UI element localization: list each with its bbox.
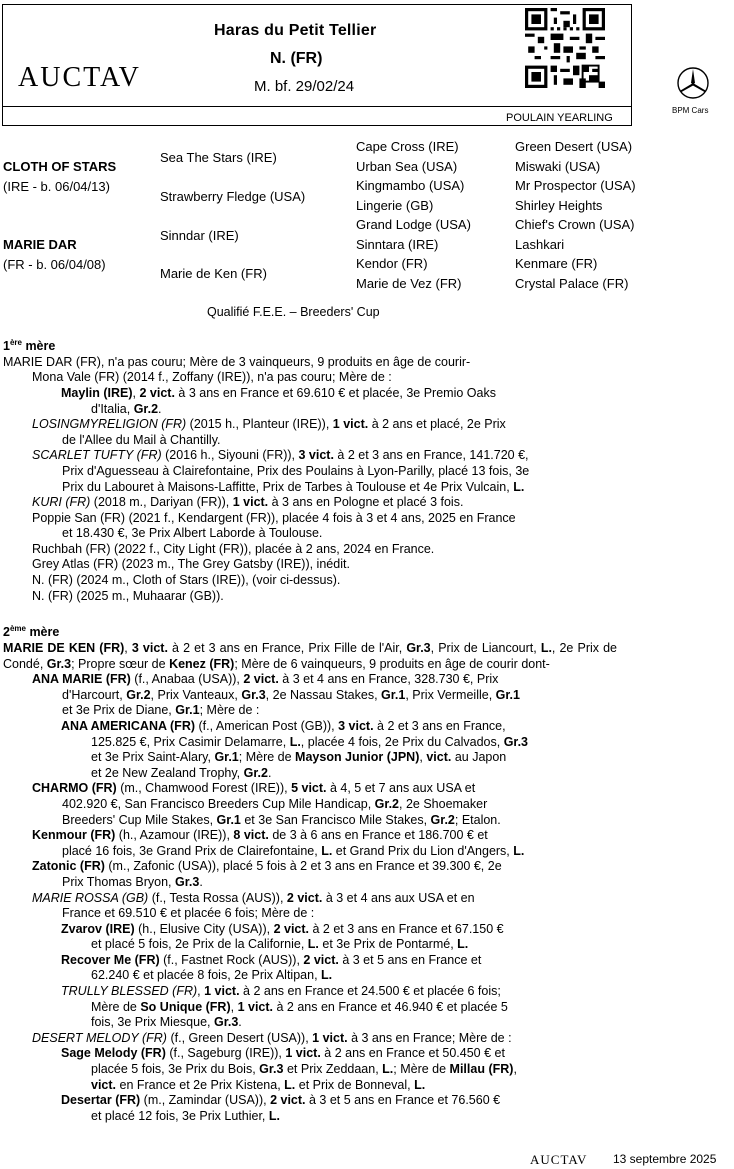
dam-summary: MARIE DAR (FR), n'a pas couru; Mère de 3 vainqueurs, 9 produits en âge de courir- [3,354,471,369]
pedigree-g3: Kenmare (FR) [515,256,598,271]
pedigree-g1: Sinndar (IRE) [160,228,239,243]
horse-subtitle: M. bf. 29/02/24 [254,78,355,95]
produce-entry: CHARMO (FR) (m., Chamwood Forest (IRE)), 5 vict. à 4, 5 et 7 ans aux USA et 402.920 €, San Francisco Breeders Cup Mile Handicap, Gr.2, 2e Shoemaker Breeders' Cup Mile Stakes, Gr.1 et 3e San Francisco Mile Stakes, Gr.2; Etalon. [32,781,501,827]
sire-name: CLOTH OF STARS [3,159,117,174]
granddam-summary: MARIE DE KEN (FR), 3 vict. à 2 et 3 ans en France, Prix Fille de l'Air, Gr.3, Prix de Liancourt, L., 2e Prix de Condé, Gr.3; Propre sœur de Kenez (FR); Mère de 6 vainqueurs, 9 produits en âge de courir dont- [3,641,617,671]
footer-logo: AUCTAV [530,1152,588,1167]
produce-entry: Zvarov (IRE) (h., Elusive City (USA)), 2 vict. à 2 et 3 ans en France et 67.150 € et placé 5 fois, 2e Prix de la Californie, L. et 3e Prix de Pontarmé, L. [61,921,504,952]
produce-entry: N. (FR) (2024 m., Cloth of Stars (IRE)), (voir ci-dessus). [32,573,341,588]
produce-entry: Grey Atlas (FR) (2023 m., The Grey Gatsby (IRE)), inédit. [32,557,350,572]
produce-entry: Ruchbah (FR) (2022 f., City Light (FR)), placée à 2 ans, 2024 en France. [32,541,435,556]
pedigree-g2: Kingmambo (USA) [356,178,465,193]
first-dam-heading: 1ère mère [3,338,56,354]
pedigree-g3: Shirley Heights [515,198,603,213]
produce-entry: SCARLET TUFTY (FR) (2016 h., Siyouni (FR)), 3 vict. à 2 et 3 ans en France, 141.720 €, Prix d'Aguesseau à Clairefontaine, Prix des Poulains à Lyon-Parilly, placé 13 fois, 3e Prix du Labouret à Maisons-Laffitte, Prix de Tarbes à Toulouse et 4e Prix Vulcain, L. [32,448,530,494]
sire-info: (IRE - b. 06/04/13) [3,179,110,194]
pedigree-g2: Grand Lodge (USA) [356,217,471,232]
produce-entry: Poppie San (FR) (2021 f., Kendargent (FR)), placée 4 fois à 3 et 4 ans, 2025 en France et 18.430 €, 3e Prix Albert Laborde à Toulouse. [32,510,516,541]
produce-entry: ANA AMERICANA (FR) (f., American Post (GB)), 3 vict. à 2 et 3 ans en France, 125.825 €, Prix Casimir Delamarre, L., placée 4 fois, 2e Prix du Calvados, Gr.3 et 3e Prix Saint-Alary, Gr.1; Mère de Mayson Junior (JPN), vict. au Japon et 2e New Zealand Trophy, Gr.2. [61,718,529,780]
pedigree-g2: Urban Sea (USA) [356,159,458,174]
produce-entry: ANA MARIE (FR) (f., Anabaa (USA)), 2 vict. à 3 et 4 ans en France, 328.730 €, Prix d'Harcourt, Gr.2, Prix Vanteaux, Gr.3, 2e Nassau Stakes, Gr.1, Prix Vermeille, Gr.1 et 3e Prix de Diane, Gr.1; Mère de : [32,672,520,718]
qr-code-icon [525,8,605,88]
pedigree-g1: Sea The Stars (IRE) [160,150,277,165]
produce-entry: Kenmour (FR) (h., Azamour (IRE)), 8 vict. de 3 à 6 ans en France et 186.700 € et placé 16 fois, 3e Grand Prix de Clairefontaine, L. et Grand Prix du Lion d'Angers, L. [32,828,525,858]
second-dam-heading: 2ème mère [3,624,60,640]
qualification-note: Qualifié F.E.E. – Breeders' Cup [207,305,380,319]
dam-name: MARIE DAR [3,237,77,252]
pedigree-g3: Green Desert (USA) [515,139,633,154]
mercedes-star-icon [676,66,710,100]
produce-entry: Maylin (IRE), 2 vict. à 3 ans en France et 69.610 € et placée, 3e Premio Oaks d'Italia, Gr.2. [61,385,496,416]
auctav-logo: AUCTAV [18,62,141,93]
footer-date: 13 septembre 2025 [613,1152,717,1166]
lot-type-rule [2,106,632,107]
pedigree-g2: Sinntara (IRE) [356,237,439,252]
pedigree-g2: Marie de Vez (FR) [356,276,462,291]
pedigree-g2: Kendor (FR) [356,256,428,271]
produce-record [3,335,617,1124]
produce-entry: N. (FR) (2025 m., Muhaarar (GB)). [32,588,224,603]
pedigree-g1: Marie de Ken (FR) [160,266,267,281]
produce-entry: Sage Melody (FR) (f., Sageburg (IRE)), 1 vict. à 2 ans en France et 50.450 € et placée 5 fois, 3e Prix du Bois, Gr.3 et Prix Zeddaan, L.; Mère de Millau (FR), vict. en France et 2e Prix Kistena, L. et Prix de Bonneval, L. [61,1046,517,1092]
produce-entry: TRULLY BLESSED (FR), 1 vict. à 2 ans en France et 24.500 € et placée 6 fois; Mère de So Unique (FR), 1 vict. à 2 ans en France et 46.940 € et placée 5 fois, 3e Prix Miesque, Gr.3. [61,984,508,1030]
pedigree-g2: Lingerie (GB) [356,198,434,213]
seller-name: Haras du Petit Tellier [214,22,377,39]
produce-entry: LOSINGMYRELIGION (FR) (2015 h., Planteur (IRE)), 1 vict. à 2 ans et placé, 2e Prix de l'Allee du Mail à Chantilly. [32,417,506,447]
pedigree-g3: Miswaki (USA) [515,159,601,174]
produce-entry: Zatonic (FR) (m., Zafonic (USA)), placé 5 fois à 2 et 3 ans en France et 39.300 €, 2e Prix Thomas Bryon, Gr.3. [32,859,502,889]
sponsor-label: BPM Cars [672,106,709,115]
pedigree-g3: Lashkari [515,237,565,252]
produce-entry: MARIE ROSSA (GB) (f., Testa Rossa (AUS)), 2 vict. à 3 et 4 ans aux USA et en France et 69.510 € et placée 6 fois; Mère de : [32,890,475,921]
pedigree-g3: Chief's Crown (USA) [515,217,635,232]
dam-info: (FR - b. 06/04/08) [3,257,106,272]
horse-name: N. (FR) [270,50,323,67]
pedigree-g3: Crystal Palace (FR) [515,276,629,291]
produce-entry: Desertar (FR) (m., Zamindar (USA)), 2 vict. à 3 et 5 ans en France et 76.560 € et placé 12 fois, 3e Prix Luthier, L. [61,1093,501,1123]
pedigree-g2: Cape Cross (IRE) [356,139,459,154]
produce-entry: Mona Vale (FR) (2014 f., Zoffany (IRE)), n'a pas couru; Mère de : [32,370,392,385]
pedigree-g1: Strawberry Fledge (USA) [160,189,306,204]
pedigree-g3: Mr Prospector (USA) [515,178,636,193]
produce-entry: Recover Me (FR) (f., Fastnet Rock (AUS)), 2 vict. à 3 et 5 ans en France et 62.240 € et placée 8 fois, 2e Prix Altipan, L. [61,952,482,983]
produce-entry: KURI (FR) (2018 m., Dariyan (FR)), 1 vict. à 3 ans en Pologne et placé 3 fois. [32,495,464,510]
lot-type: POULAIN YEARLING [506,112,613,124]
produce-entry: DESERT MELODY (FR) (f., Green Desert (USA)), 1 vict. à 3 ans en France; Mère de : [32,1030,512,1045]
